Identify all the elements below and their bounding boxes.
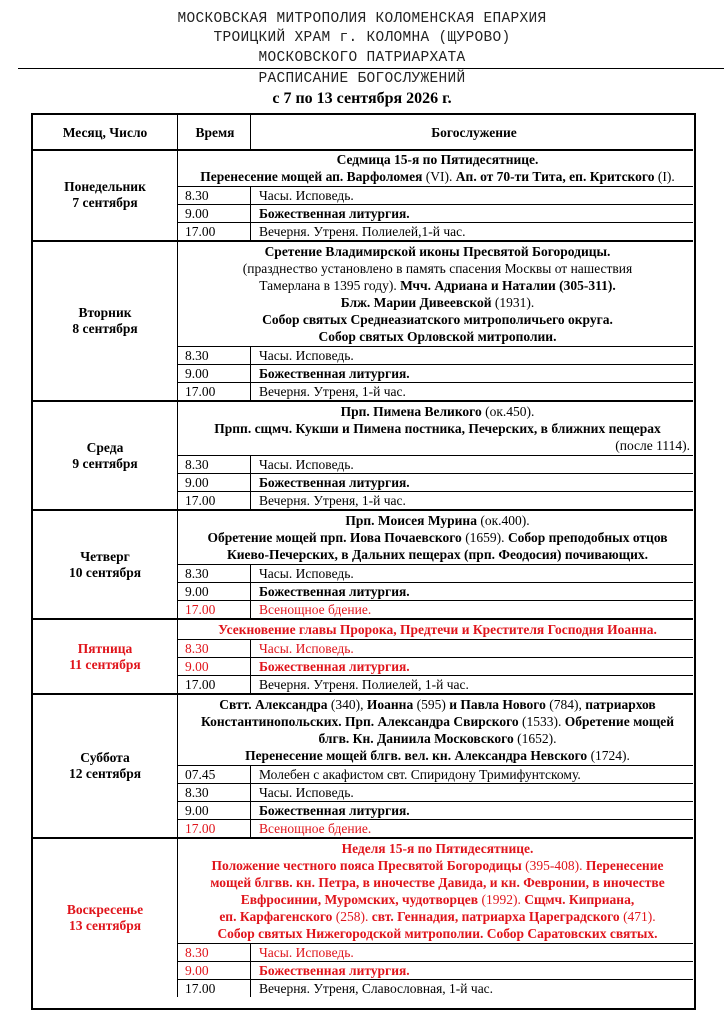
feast-line <box>180 891 695 908</box>
service-name: Часы. Исповедь. <box>259 188 354 203</box>
feast-text: (после 1114). <box>615 438 690 453</box>
day-date: 10 сентября <box>68 564 142 580</box>
row-line <box>177 961 693 962</box>
feast-text: (395-408). <box>521 858 586 873</box>
feast-text: (471). <box>619 909 656 924</box>
feast-line <box>180 168 695 185</box>
day-name: Воскресенье <box>66 902 144 917</box>
row-line <box>177 801 693 802</box>
feast-text: Блж. Марии Дивеевской <box>340 295 492 310</box>
day-label <box>33 179 177 211</box>
day-separator <box>33 693 693 695</box>
feast-line <box>180 908 695 925</box>
service-name: Вечерня. Утреня, Славословная, 1-й час. <box>259 981 494 996</box>
feast-text: (1652). <box>513 731 557 746</box>
row-line <box>177 186 693 187</box>
feast-text: Иоанна <box>366 697 414 712</box>
feast-text: Усекновение главы Пророка, Предтечи и Крестителя Господня Иоанна. <box>218 622 657 637</box>
feast-line <box>180 840 695 857</box>
service-name: Божественная литургия. <box>259 366 410 381</box>
row-line <box>177 491 693 492</box>
day-date: 13 сентября <box>68 918 142 933</box>
column-divider <box>250 943 251 961</box>
feast-line <box>180 730 695 747</box>
service-time: 9.00 <box>185 475 209 490</box>
day-separator <box>33 618 693 620</box>
feast-text: Константинопольских. Прп. Александра Свирского <box>200 714 519 729</box>
feast-text: Перенесение <box>585 858 664 873</box>
column-divider <box>250 819 251 837</box>
day-separator <box>33 400 693 402</box>
feast-text: (1724). <box>587 748 630 763</box>
service-time: 9.00 <box>185 963 209 978</box>
feast-line <box>180 403 695 420</box>
header-line-4: РАСПИСАНИЕ БОГОСЛУЖЕНИЙ <box>258 71 466 87</box>
feast-text: (1992). <box>478 892 525 907</box>
service-time: 17.00 <box>185 493 216 508</box>
feast-text: патриархов <box>585 697 656 712</box>
service-time: 9.00 <box>185 584 209 599</box>
column-divider <box>250 455 251 473</box>
feast-text: Неделя 15-я по Пятидесятнице. <box>341 841 534 856</box>
header-line-3: МОСКОВСКОГО ПАТРИАРХАТА <box>258 50 466 66</box>
day-separator <box>33 837 693 839</box>
service-name: Божественная литургия. <box>259 584 410 599</box>
service-time: 8.30 <box>185 785 209 800</box>
column-divider <box>250 979 251 997</box>
column-divider <box>250 186 251 204</box>
service-name: Вечерня. Утреня, 1-й час. <box>259 384 406 399</box>
day-date: 8 сентября <box>72 321 138 336</box>
day-date: 7 сентября <box>72 195 138 210</box>
column-divider <box>177 242 178 400</box>
service-time: 9.00 <box>185 206 209 221</box>
day-label <box>33 750 177 782</box>
column-divider <box>250 564 251 582</box>
row-line <box>177 657 693 658</box>
day-label <box>33 549 177 581</box>
feast-text: (1931). <box>491 295 535 310</box>
schedule-period: с 7 по 13 сентября 2026 г. <box>272 90 452 107</box>
column-divider <box>250 222 251 240</box>
feast-text: Обретение мощей <box>564 714 675 729</box>
feast-text: (340), <box>327 697 367 712</box>
row-line <box>177 382 693 383</box>
service-name: Всенощное бдение. <box>259 602 372 617</box>
feast-text: (празднество установлено в память спасения Москвы от нашествия <box>242 261 633 276</box>
day-name: Вторник <box>78 305 132 320</box>
column-header-date: Месяц, Число <box>62 125 148 140</box>
feast-text: Собор святых Нижегородской митрополии. Собор Саратовских святых. <box>217 926 658 941</box>
feast-text: Сщмч. Киприана, <box>524 892 635 907</box>
service-name: Вечерня. Утреня. Полиелей, 1-й час. <box>259 677 469 692</box>
column-divider <box>250 115 251 149</box>
row-line <box>177 783 693 784</box>
column-divider <box>250 204 251 222</box>
service-name: Часы. Исповедь. <box>259 785 354 800</box>
column-divider <box>177 695 178 837</box>
feast-text: (784), <box>545 697 586 712</box>
feast-text: Евфросинии, Муромских, чудотворцев <box>240 892 479 907</box>
service-time: 8.30 <box>185 348 209 363</box>
row-line <box>177 819 693 820</box>
day-name: Среда <box>86 439 124 455</box>
service-time: 8.30 <box>185 641 209 656</box>
feast-text: Прп. Пимена Великого <box>340 404 482 419</box>
feast-line <box>180 621 695 638</box>
row-line <box>177 455 693 456</box>
feast-text: Собор святых Среднеазиатского митрополичьего округа. <box>262 312 613 327</box>
column-divider <box>250 346 251 364</box>
service-time: 17.00 <box>185 677 216 692</box>
day-separator <box>33 509 693 511</box>
service-name: Часы. Исповедь. <box>259 457 354 472</box>
feast-text: Прп. Моисея Мурина <box>345 513 477 528</box>
column-divider <box>250 600 251 618</box>
feast-line <box>180 311 695 328</box>
feast-line <box>180 243 695 260</box>
row-line <box>177 639 693 640</box>
row-line <box>177 943 693 944</box>
service-name: Вечерня. Утреня, 1-й час. <box>259 493 406 508</box>
column-divider <box>250 639 251 657</box>
feast-line <box>180 277 695 294</box>
feast-line <box>180 420 695 437</box>
row-line <box>177 473 693 474</box>
service-name: Часы. Исповедь. <box>259 945 354 960</box>
feast-text: (VI). <box>422 169 456 184</box>
header-line-2: ТРОИЦКИЙ ХРАМ г. КОЛОМНА (ЩУРОВО) <box>213 30 511 46</box>
service-name: Молебен с акафистом свт. Спиридону Тримифунтскому. <box>259 767 581 782</box>
row-line <box>177 364 693 365</box>
day-name: Суббота <box>80 750 130 765</box>
service-time: 8.30 <box>185 945 209 960</box>
feast-text: Собор преподобных отцов <box>507 530 668 545</box>
service-time: 9.00 <box>185 659 209 674</box>
feast-line <box>180 260 695 277</box>
service-time: 17.00 <box>185 981 216 996</box>
feast-line <box>180 512 695 529</box>
service-time: 17.00 <box>185 602 216 617</box>
feast-text: Положение честного пояса Пресвятой Богородицы <box>211 858 522 873</box>
feast-text: (258). <box>332 909 372 924</box>
column-header-time: Время <box>195 125 235 140</box>
feast-line <box>180 437 690 454</box>
column-divider <box>250 961 251 979</box>
feast-line <box>180 696 695 713</box>
column-divider <box>177 150 178 240</box>
feast-text: (1533). <box>518 714 565 729</box>
service-time: 9.00 <box>185 366 209 381</box>
service-name: Часы. Исповедь. <box>259 566 354 581</box>
row-line <box>177 582 693 583</box>
feast-text: (1659). <box>461 530 508 545</box>
column-divider <box>250 783 251 801</box>
column-divider <box>250 765 251 783</box>
feast-line <box>180 747 695 764</box>
day-label <box>33 305 177 337</box>
service-time: 07.45 <box>185 767 216 782</box>
feast-text: (ок.400). <box>476 513 530 528</box>
feast-text: Прпп. сщмч. Кукши и Пимена постника, Печерских, в ближних пещерах <box>214 421 661 436</box>
service-name: Вечерня. Утреня. Полиелей,1-й час. <box>259 224 466 239</box>
feast-text: Собор святых Орловской митрополии. <box>318 329 557 344</box>
feast-text: Сретение Владимирской иконы Пресвятой Богородицы. <box>264 244 611 259</box>
row-line <box>177 204 693 205</box>
column-divider <box>250 473 251 491</box>
feast-text: (595) <box>413 697 450 712</box>
day-name: Понедельник <box>64 179 146 194</box>
row-line <box>177 346 693 347</box>
column-divider <box>177 115 178 149</box>
service-time: 17.00 <box>185 821 216 836</box>
service-name: Божественная литургия. <box>259 963 410 978</box>
feast-line <box>180 529 695 546</box>
feast-line <box>180 151 695 168</box>
feast-text: еп. Карфагенского <box>219 909 333 924</box>
day-label <box>33 440 177 472</box>
service-time: 17.00 <box>185 384 216 399</box>
service-name: Божественная литургия. <box>259 659 410 674</box>
day-label <box>33 902 177 934</box>
feast-line <box>180 546 695 563</box>
feast-line <box>180 294 695 311</box>
feast-text: и Павла Нового <box>449 697 546 712</box>
feast-line <box>180 328 695 345</box>
day-name: Четверг <box>80 548 130 564</box>
service-name: Часы. Исповедь. <box>259 348 354 363</box>
feast-text: Ап. от 70-ти Тита, еп. Критского <box>455 169 655 184</box>
feast-text: Перенесение мощей ап. Варфоломея <box>200 169 423 184</box>
service-name: Всенощное бдение. <box>259 821 372 836</box>
column-divider <box>250 801 251 819</box>
feast-text: (ок.450). <box>481 404 535 419</box>
day-separator <box>33 240 693 242</box>
column-divider <box>250 657 251 675</box>
day-name: Пятница <box>77 640 133 656</box>
column-divider <box>250 364 251 382</box>
column-divider <box>250 382 251 400</box>
schedule-table <box>31 113 696 1010</box>
day-date: 11 сентября <box>69 656 141 672</box>
row-line <box>177 564 693 565</box>
service-name: Божественная литургия. <box>259 206 410 221</box>
service-time: 8.30 <box>185 457 209 472</box>
column-divider <box>250 675 251 693</box>
service-time: 8.30 <box>185 566 209 581</box>
column-divider <box>177 839 178 997</box>
feast-line <box>180 857 695 874</box>
column-divider <box>250 491 251 509</box>
day-date: 9 сентября <box>72 455 138 471</box>
service-name: Божественная литургия. <box>259 803 410 818</box>
feast-text: Свтт. Александра <box>219 697 328 712</box>
column-header-service: Богослужение <box>431 125 517 140</box>
feast-text: Киево-Печерских, в Дальних пещерах (прп. Феодосия) почивающих. <box>226 547 649 562</box>
feast-line <box>180 925 695 942</box>
feast-text: Обретение мощей прп. Иова Почаевского <box>207 530 462 545</box>
day-label <box>33 641 177 673</box>
service-name: Часы. Исповедь. <box>259 641 354 656</box>
feast-text: Перенесение мощей блгв. вел. кн. Александра Невского <box>245 748 588 763</box>
header-divider <box>18 68 724 69</box>
feast-line <box>180 713 695 730</box>
service-name: Божественная литургия. <box>259 475 410 490</box>
column-divider <box>250 582 251 600</box>
service-time: 8.30 <box>185 188 209 203</box>
feast-text: мощей блгвв. кн. Петра, в иночестве Давида, и кн. Февронии, в иночестве <box>210 875 665 890</box>
feast-text: свт. Геннадия, патриарха Цареградского <box>371 909 620 924</box>
feast-text: (I). <box>654 169 675 184</box>
feast-text: Тамерлана в 1395 году). <box>259 278 401 293</box>
feast-text: блгв. Кн. Даниила Московского <box>318 731 514 746</box>
service-time: 17.00 <box>185 224 216 239</box>
feast-text: Седмица 15-я по Пятидесятнице. <box>336 152 539 167</box>
row-line <box>177 600 693 601</box>
day-date: 12 сентября <box>68 766 142 781</box>
service-time: 9.00 <box>185 803 209 818</box>
feast-line <box>180 874 695 891</box>
feast-text: Мчч. Адриана и Наталии (305-311). <box>400 278 616 293</box>
header-line-1: МОСКОВСКАЯ МИТРОПОЛИЯ КОЛОМЕНСКАЯ ЕПАРХИЯ <box>177 11 547 27</box>
